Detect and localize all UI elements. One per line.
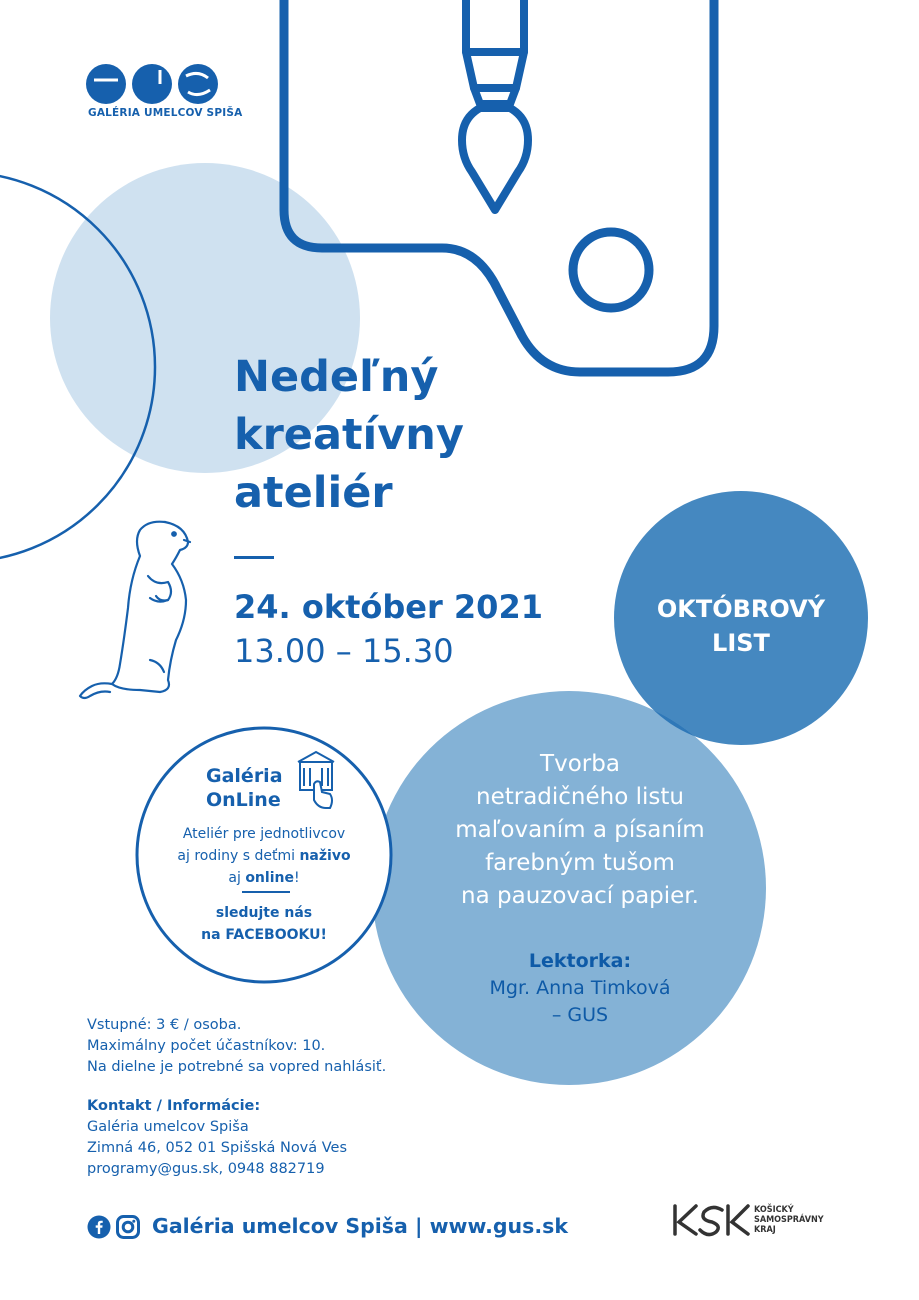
online-text-line: Ateliér pre jednotlivcov (182, 826, 346, 842)
marmot-illustration (80, 522, 190, 698)
gus-logo-icon (86, 64, 218, 104)
badge-line: OKTÓBROVÝ (656, 595, 826, 623)
online-text-part: aj rodiny s deťmi (177, 848, 300, 864)
online-title-line: Galéria (206, 765, 283, 787)
paintbrush-icon (462, 0, 528, 210)
contact-heading: Kontakt / Informácie: (87, 1098, 261, 1114)
online-title-line: OnLine (206, 789, 281, 811)
lector-info (380, 948, 780, 1029)
event-time: 13.00 – 15.30 (234, 632, 454, 670)
description-line: farebným tušom (485, 850, 675, 876)
contact-address: Zimná 46, 052 01 Spišská Nová Ves (87, 1140, 348, 1156)
online-text-bold: naživo (299, 848, 351, 864)
registration-text: Na dielne je potrebné sa vopred nahlásiť. (87, 1059, 387, 1075)
online-text-bold: online (245, 870, 294, 886)
badge-line: LIST (712, 629, 770, 657)
online-title (198, 764, 328, 812)
ksk-logo (675, 1206, 748, 1235)
contact-name: Galéria umelcov Spiša (87, 1119, 249, 1135)
description-line: netradičného listu (476, 784, 684, 810)
facebook-icon[interactable] (87, 1215, 111, 1239)
description-line: maľovaním a písaním (455, 817, 705, 843)
contact-email-phone[interactable]: programy@gus.sk, 0948 882719 (87, 1161, 325, 1177)
contact-info (87, 1096, 347, 1180)
online-divider (242, 891, 290, 893)
month-badge (616, 592, 866, 660)
divider (234, 556, 274, 559)
description-line: na pauzovací papier. (461, 883, 699, 909)
event-date: 24. október 2021 (234, 588, 543, 626)
footer-text[interactable]: Galéria umelcov Spiša | www.gus.sk (152, 1214, 568, 1238)
workshop-description (380, 748, 780, 913)
online-text (148, 823, 380, 889)
online-text-part: ! (293, 870, 300, 886)
admission-info (87, 1015, 386, 1078)
title-line: ateliér (234, 468, 393, 518)
online-text-line (148, 845, 380, 867)
lector-label: Lektorka: (528, 950, 632, 972)
event-title (234, 348, 464, 522)
logo-text: GALÉRIA UMELCOV SPIŠA (88, 107, 243, 119)
sponsor-line: SAMOSPRÁVNY (754, 1215, 824, 1225)
title-line: kreatívny (234, 410, 464, 460)
lector-name: Mgr. Anna Timková (489, 977, 671, 999)
description-line: Tvorba (540, 751, 620, 777)
sponsor-text (754, 1205, 824, 1235)
online-text-line (148, 867, 380, 889)
instagram-icon[interactable] (116, 1215, 140, 1239)
capacity-text: Maximálny počet účastníkov: 10. (87, 1038, 326, 1054)
online-text-part: aj (228, 870, 246, 886)
lector-org: – GUS (551, 1004, 609, 1026)
palette-hole (573, 232, 649, 308)
fee-text: Vstupné: 3 € / osoba. (87, 1017, 242, 1033)
follow-line: sledujte nás (215, 905, 313, 921)
sponsor-line: KRAJ (754, 1225, 776, 1235)
facebook-follow[interactable] (148, 902, 380, 946)
title-line: Nedeľný (234, 352, 439, 402)
follow-line: na FACEBOOKU! (201, 927, 327, 943)
sponsor-line: KOŠICKÝ (754, 1205, 794, 1215)
